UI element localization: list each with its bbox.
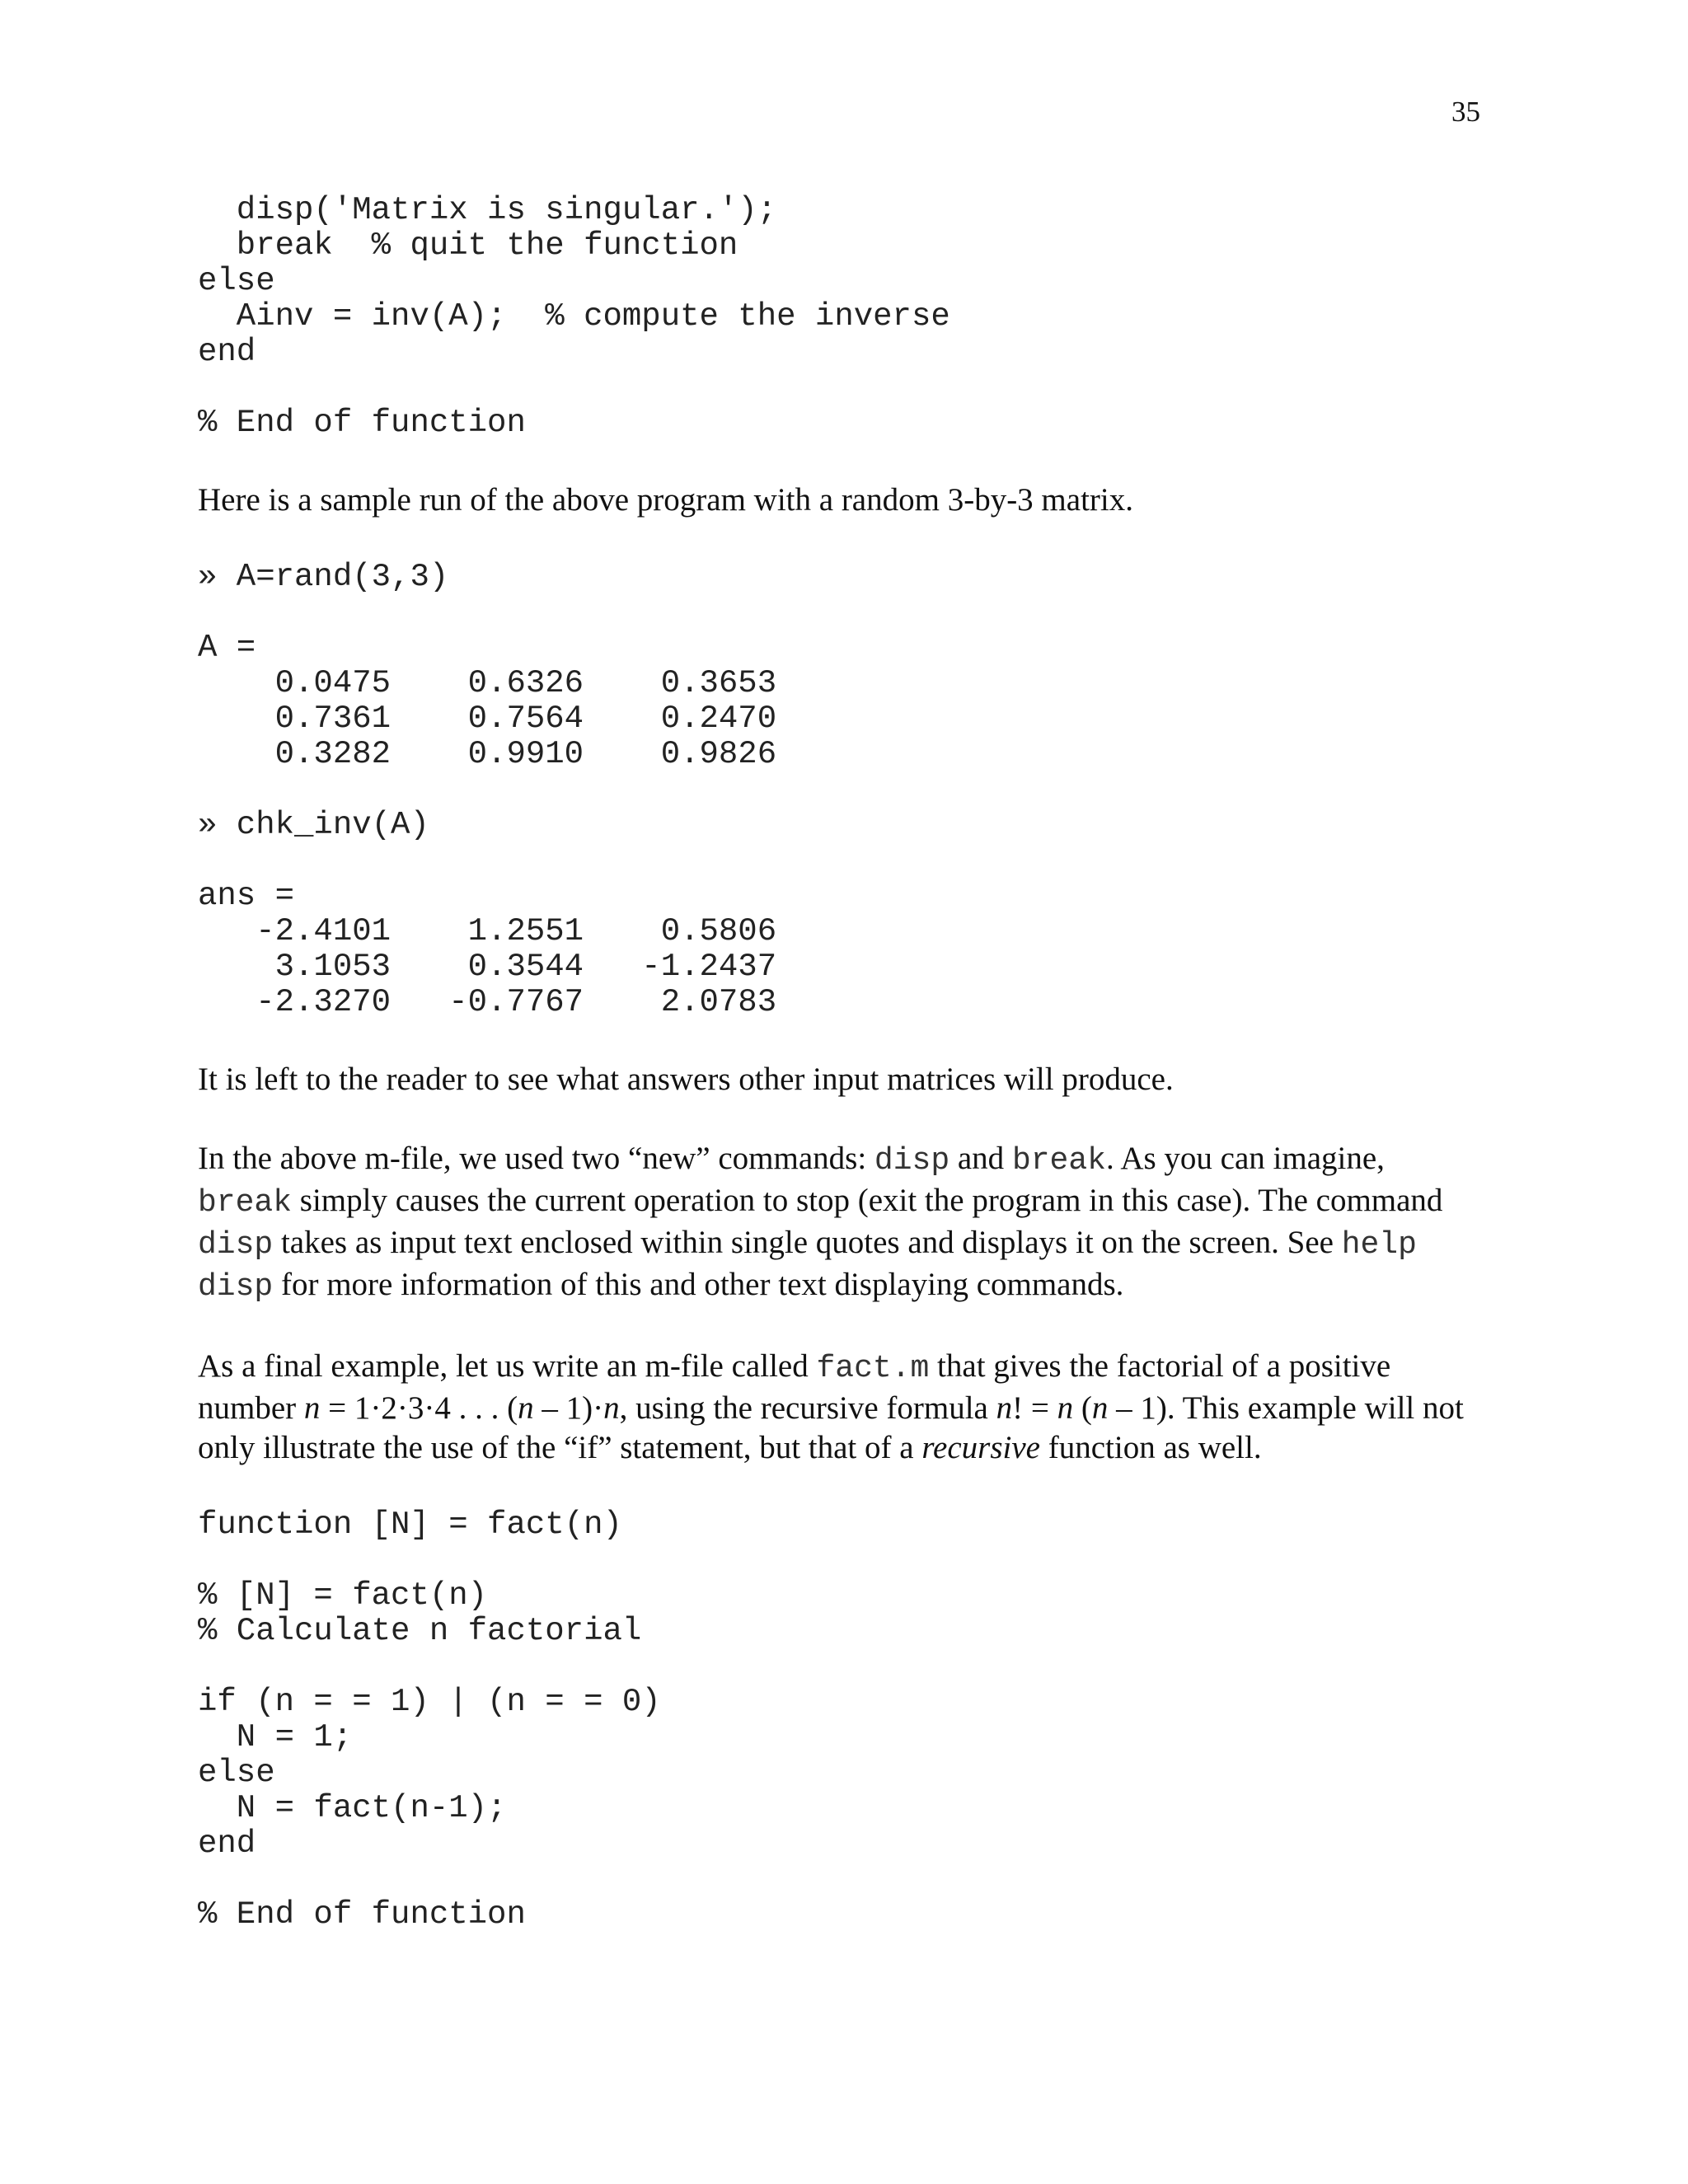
page-number: 35 (1451, 96, 1480, 128)
text-run: In the above m-file, we used two “new” commands: (198, 1141, 874, 1176)
math-var: n (518, 1390, 534, 1426)
inline-code-help-disp: help disp (198, 1227, 1417, 1305)
math-var: n (303, 1390, 321, 1426)
text-run: ! = (1012, 1390, 1057, 1426)
sample-run-intro: Here is a sample run of the above program with a random 3-by-3 matrix. (198, 482, 1133, 518)
text-run: – 1)· (533, 1390, 604, 1426)
text-run: takes as input text enclosed within single quotes and displays it on the screen. See (273, 1225, 1342, 1260)
factorial-intro (198, 1347, 1484, 1468)
disp-break-explanation (198, 1139, 1484, 1307)
text-run: , using the recursive formula (619, 1390, 996, 1426)
inline-code-disp: disp (198, 1227, 274, 1263)
text-run: = 1·2·3·4 . . . ( (320, 1390, 518, 1426)
text-run: . As you can imagine, (1105, 1141, 1385, 1176)
text-run: for more information of this and other text displaying commands. (273, 1267, 1124, 1302)
inline-code-fact-m: fact.m (816, 1351, 930, 1386)
math-var: n (603, 1390, 620, 1426)
inline-code-break: break (1011, 1143, 1106, 1179)
text-run: – 1). This example will not only illustrate the use of the “if” statement, but that of a (198, 1390, 1464, 1465)
text-run: function as well. (1040, 1430, 1262, 1465)
code-block-chk-inv-end: disp('Matrix is singular.'); break % quit the function else Ainv = inv(A); % compute the inverse end % End of function (198, 192, 950, 441)
math-var: n (996, 1390, 1013, 1426)
matlab-session-output: » A=rand(3,3) A = 0.0475 0.6326 0.3653 0.7361 0.7564 0.2470 0.3282 0.9910 0.9826 » chk_inv(A) ans = -2.4101 1.2551 0.5806 3.1053 0.3544 -1.2437 -2.3270 -0.7767 2.0783 (198, 559, 777, 1020)
inline-code-disp: disp (874, 1143, 950, 1179)
text-run: As a final example, let us write an m-file called (198, 1348, 817, 1384)
page-content (198, 193, 1484, 1933)
math-var: n (1091, 1390, 1109, 1426)
text-run: simply causes the current operation to stop (exit the program in this case). The command (292, 1183, 1443, 1218)
text-run: that gives the factorial of a positive number (198, 1348, 1391, 1426)
emphasis-recursive: recursive (921, 1430, 1040, 1465)
inline-code-break: break (198, 1185, 293, 1221)
code-block-fact: function [N] = fact(n) % [N] = fact(n) % Calculate n factorial if (n = = 1) | (n = = 0) N = 1; else N = fact(n-1); end % End of function (198, 1507, 661, 1933)
text-run: and (950, 1141, 1012, 1176)
reader-note: It is left to the reader to see what answers other input matrices will produce. (198, 1062, 1174, 1097)
math-var: n (1057, 1390, 1074, 1426)
text-run: ( (1073, 1390, 1092, 1426)
